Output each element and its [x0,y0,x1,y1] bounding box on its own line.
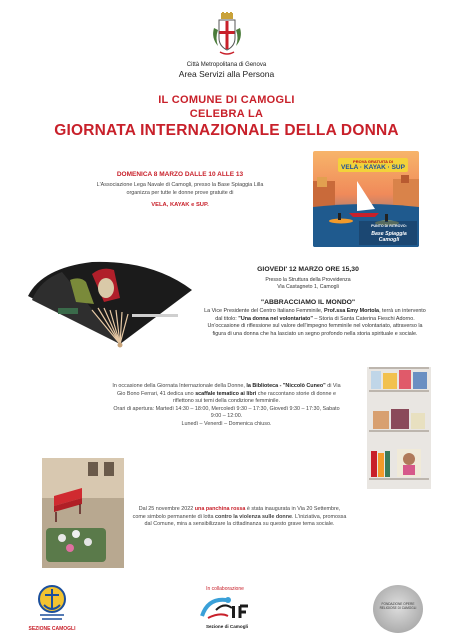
event3-text-1: In occasione della Giornata Internazionale della Donne, [112,383,247,389]
event4-red-bench: una panchina rossa [194,506,246,512]
bookshelf-image [367,367,431,489]
sailing-poster-image [313,151,419,247]
event3-closed-days: Lunedì – Venerdì – Domenica chiuso. [181,420,272,427]
poster-title [338,158,408,172]
title-line-1: IL COMUNE DI CAMOGLI [158,94,295,106]
event1-date: DOMENICA 8 MARZO DALLE 10 ALLE 13 [116,171,244,178]
hand-fan-image [22,258,197,358]
cif-logo [198,594,256,624]
org-name-small: Città Metropolitana di Genova [186,62,267,68]
event3-shelf: scaffale tematico ai libri [195,390,257,397]
event2-description: Un'occasione di riflessione sul valore dell'impegno femminile nel volontariato, attraverso la figura di una donna che ha lasciato un segno profondo nella storia spirituale e sociale. [207,323,423,337]
event2-intro-text: La Vice Presidente del Centro Italiano Femminile, [204,308,324,314]
collaboration-label: In collaborazione [206,586,244,592]
poster-location: Base Spiaggia Camogli [371,231,407,243]
red-bench-photo [42,458,124,568]
event3-text-3: che raccontano storie di donne e riflettono sui temi della condizione femminile. [173,390,337,404]
event3-text-2: di Via Gio Bono Ferrari, 41 dedica uno [116,383,341,397]
title-line-2: CELEBRA LA [189,108,264,120]
lega-navale-label: SEZIONE CAMOGLI [28,626,76,632]
poster-title-big: VELA · KAYAK · SUP [341,164,405,171]
event1-description-line2: organizza per tutte le donne prove gratuite di [126,190,234,196]
poster-meeting-point-label: PUNTO DI RITROVO: [371,224,407,228]
fondazione-logo-text: FONDAZIONE OPERE RELIGIOSE DI CAMOGLI [379,602,417,610]
event3-opening-hours: Orari di apertura: Martedì 14:30 – 18:00, Mercoledì 9:30 – 17:30, Giovedì 9:30 – 17:30, Sabato 9:00 – 12:00. [113,405,340,419]
event2-date: GIOVEDI' 12 MARZO ORE 15,30 [257,266,359,273]
cif-label: Sezione di Camogli [205,624,249,629]
org-department: Area Servizi alla Persona [178,69,275,79]
genova-crest-logo [210,12,244,56]
event3-library-name: la Biblioteca - "Niccolò Cuneo" [246,383,326,389]
event2-location-line1: Presso la Struttura della Provvidenza [265,277,351,283]
event4-violence-text: contro la violenza sulle donne [215,513,293,520]
event2-intro-end: , terrà un intervento dal titolo: [215,308,426,322]
event4-text-3: . L'iniziativa, promossa dal Comune, mira a sensibilizzare la cittadinanza su questo grave tema sociale. [144,513,347,528]
event2-speaker: Prof.ssa Emy Mortola [323,308,380,314]
event3-paragraph [110,383,343,428]
event1-description-line1: L'Associazione Lega Navale di Camogli, presso la Base Spiaggia Lilla [96,182,264,188]
event4-paragraph [132,506,347,529]
event4-text-2: è stata inaugurata in Via 20 Settembre, come simbolo permanente di lotta [132,506,341,520]
poster-title-small: PROVA GRATUITA DI [353,159,393,164]
lega-navale-logo [32,583,72,625]
event2-paragraph [200,308,430,338]
page-title: GIORNATA INTERNAZIONALE DELLA DONNA [54,122,399,139]
event2-talk-subtitle: – Storia di Santa Caterina Fieschi Adorno. [312,315,415,322]
fondazione-opere-religiose-logo [373,585,423,633]
event1-sports: VELA, KAYAK e SUP. [151,202,209,208]
event2-heading: "ABBRACCIAMO IL MONDO" [260,299,356,306]
event4-text-1: Dal 25 novembre 2022 [138,506,195,512]
event2-talk-title: "Una donna nel volontariato" [238,315,313,322]
event2-location-line2: Via Castagneto 1, Camogli [277,284,339,290]
